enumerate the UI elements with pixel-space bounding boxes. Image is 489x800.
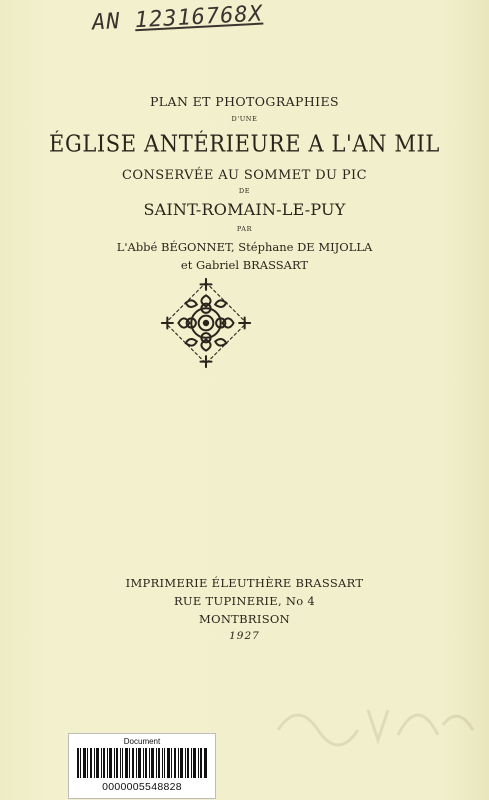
handwritten-shelfmark <box>91 2 263 36</box>
place-name: SAINT-ROMAIN-LE-PUY <box>143 200 346 219</box>
barcode-number: 0000005548828 <box>102 781 182 793</box>
authors-line-1: L'Abbé BÉGONNET, Stéphane DE MIJOLLA <box>116 240 373 254</box>
title-line-5: DE <box>238 187 251 195</box>
shelfmark-prefix: AN <box>91 8 122 36</box>
barcode-icon <box>77 748 207 778</box>
by-label: PAR <box>236 225 253 233</box>
main-title: ÉGLISE ANTÉRIEURE A L'AN MIL <box>49 130 440 158</box>
printer-address: RUE TUPINERIE, No 4 <box>173 594 316 608</box>
title-line-1: PLAN ET PHOTOGRAPHIES <box>150 94 339 109</box>
faded-stamp <box>268 690 478 750</box>
printer-name: IMPRIMERIE ÉLEUTHÈRE BRASSART <box>125 576 364 590</box>
barcode-label <box>68 733 216 799</box>
title-line-4: CONSERVÉE AU SOMMET DU PIC <box>122 168 367 183</box>
title-line-2: D'UNE <box>231 115 258 123</box>
shelfmark-number: 12316768X <box>134 1 264 34</box>
barcode-title: Document <box>123 737 161 746</box>
printer-city: MONTBRISON <box>199 612 290 626</box>
authors-line-2: et Gabriel BRASSART <box>180 258 309 272</box>
ornament-icon <box>160 277 252 369</box>
publication-year: 1927 <box>229 630 260 642</box>
